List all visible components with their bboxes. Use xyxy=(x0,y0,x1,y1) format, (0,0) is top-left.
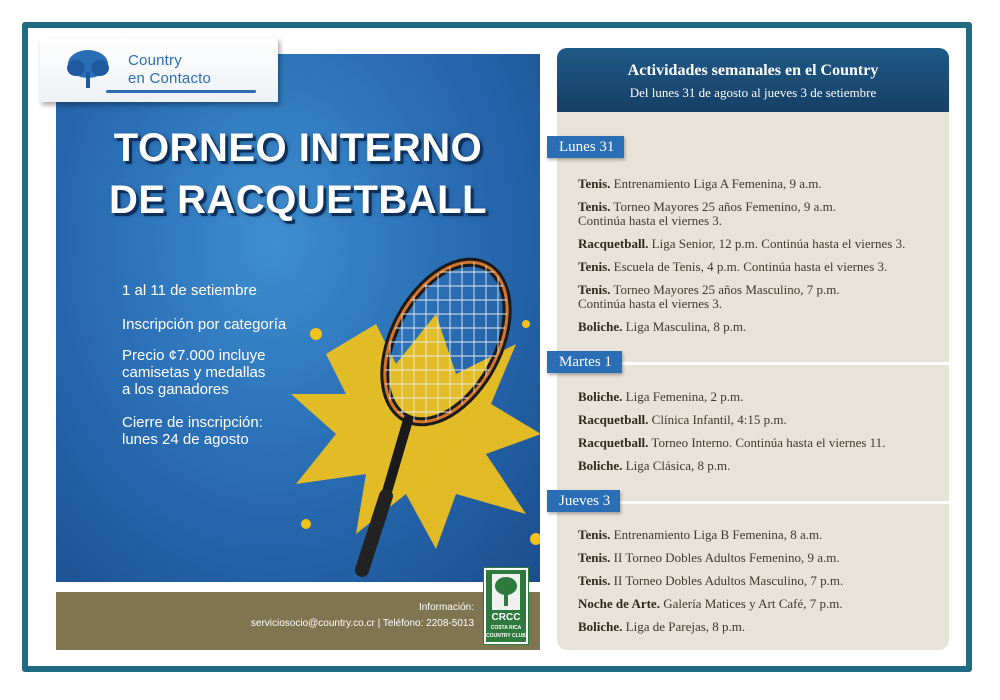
badge-line1: COSTA RICA xyxy=(490,625,522,631)
activity-item: Tenis. Torneo Mayores 25 años Femenino, 9 a.m. Continúa hasta el viernes 3. xyxy=(578,199,836,228)
logo-text-line2: en Contacto xyxy=(128,70,212,87)
poster-title-line1: TORNEO INTERNO xyxy=(113,126,483,170)
activity-item: Boliche. Liga Femenina, 2 p.m. xyxy=(578,389,744,404)
info-dates: 1 al 11 de setiembre xyxy=(122,282,257,299)
footer-contact xyxy=(251,618,474,629)
footer-phone: Teléfono: 2208-5013 xyxy=(382,618,474,629)
activity-item: Tenis. Entrenamiento Liga B Femenina, 8 a.m. xyxy=(578,527,823,542)
tree-icon xyxy=(62,48,114,92)
info-registration: Inscripción por categoría xyxy=(122,316,287,333)
logo-text-line1: Country xyxy=(128,52,182,69)
info-price-line2: camisetas y medallas xyxy=(122,364,266,381)
tree-icon xyxy=(492,574,520,610)
info-deadline-line1: Cierre de inscripción: xyxy=(122,414,263,431)
schedule-subtitle: Del lunes 31 de agosto al jueves 3 de setiembre xyxy=(629,85,877,100)
activity-item: Tenis. Torneo Mayores 25 años Masculino, 7 p.m. Continúa hasta el viernes 3. xyxy=(578,282,840,311)
schedule-header xyxy=(557,48,949,112)
logo-swoosh xyxy=(106,90,256,93)
schedule-title: Actividades semanales en el Country xyxy=(627,62,879,79)
activity-item: Racquetball. Liga Senior, 12 p.m. Continúa hasta el viernes 3. xyxy=(578,236,906,251)
activity-item: Boliche. Liga Clásica, 8 p.m. xyxy=(578,458,731,473)
activity-item: Tenis. II Torneo Dobles Adultos Masculino, 7 p.m. xyxy=(578,573,844,588)
activity-item: Racquetball. Clínica Infantil, 4:15 p.m. xyxy=(578,412,787,427)
activity-item: Noche de Arte. Galería Matices y Art Café, 7 p.m. xyxy=(578,596,843,611)
badge-line2: COUNTRY CLUB xyxy=(486,633,526,639)
poster-title-line2: DE RACQUETBALL xyxy=(108,178,488,222)
activity-item: Tenis. II Torneo Dobles Adultos Femenino, 9 a.m. xyxy=(578,550,840,565)
footer-email[interactable]: serviciosocio@country.co.cr xyxy=(250,618,375,629)
badge-code: CRCC xyxy=(491,612,521,623)
day-tab-lunes: Lunes 31 xyxy=(547,136,624,158)
info-price-line1: Precio ¢7.000 incluye xyxy=(122,347,266,364)
racquet-illustration xyxy=(346,252,516,582)
info-price-line3: a los ganadores xyxy=(122,381,229,398)
country-logo xyxy=(40,38,278,102)
activity-item: Racquetball. Torneo Interno. Continúa hasta el viernes 11. xyxy=(578,435,886,450)
footer-separator: | xyxy=(377,618,381,629)
info-deadline-line2: lunes 24 de agosto xyxy=(122,431,249,448)
activity-item: Tenis. Escuela de Tenis, 4 p.m. Continúa hasta el viernes 3. xyxy=(578,259,888,274)
activity-item: Boliche. Liga de Parejas, 8 p.m. xyxy=(578,619,746,634)
activity-item: Tenis. Entrenamiento Liga A Femenina, 9 a.m. xyxy=(578,176,822,191)
day-tab-jueves: Jueves 3 xyxy=(547,490,620,512)
crcc-badge xyxy=(484,568,528,644)
footer-label: Información: xyxy=(418,602,474,613)
info-footer xyxy=(56,592,540,650)
tournament-poster xyxy=(56,54,540,582)
day-tab-martes: Martes 1 xyxy=(547,351,622,373)
activity-item: Boliche. Liga Masculina, 8 p.m. xyxy=(578,319,747,334)
